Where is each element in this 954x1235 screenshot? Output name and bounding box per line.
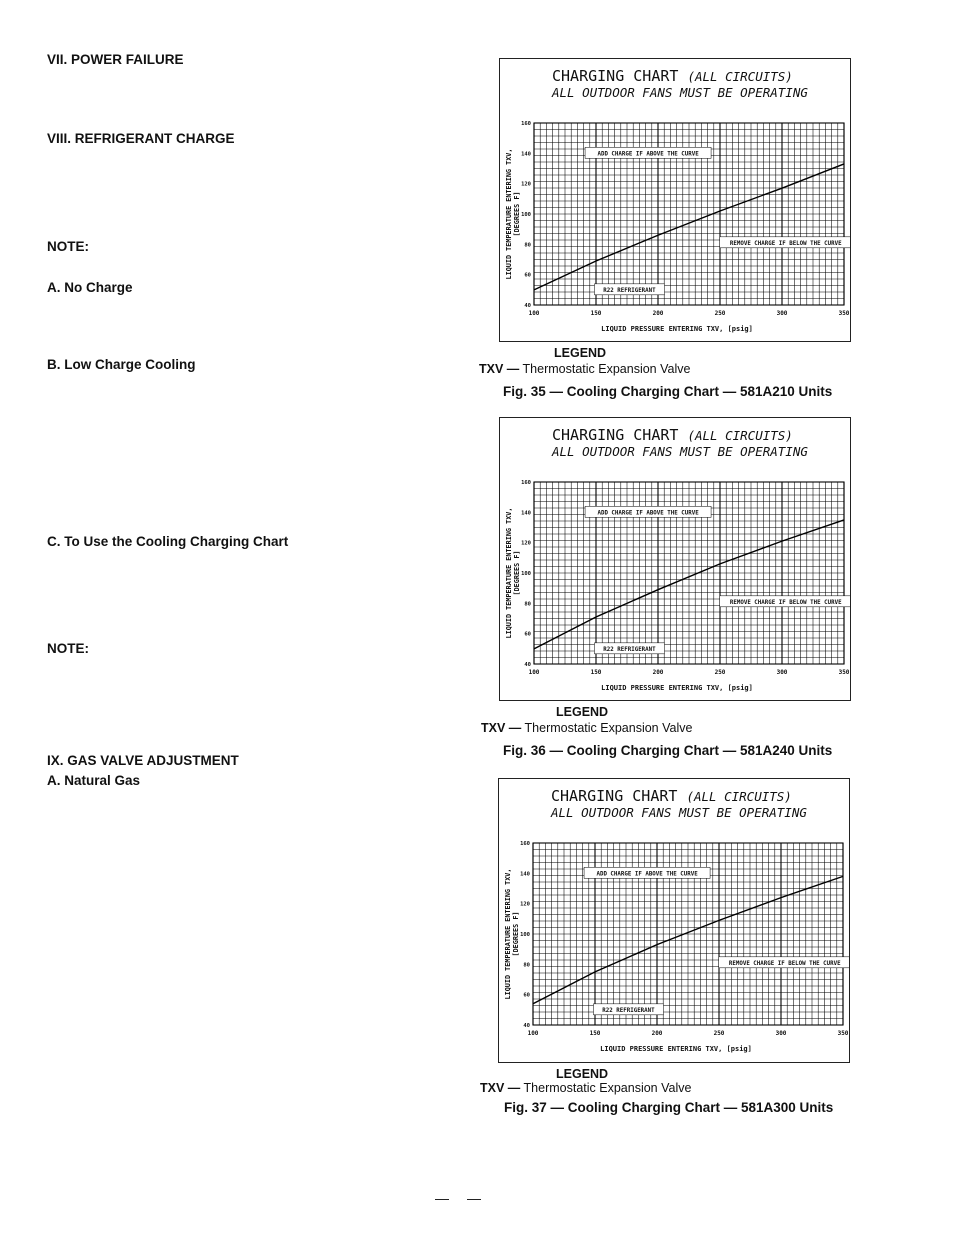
y-tick-label: 120 <box>521 540 531 547</box>
charging-chart-svg <box>500 418 850 700</box>
annotation-add-charge: ADD CHARGE IF ABOVE THE CURVE <box>597 151 699 158</box>
y-tick-label: 80 <box>524 601 531 608</box>
y-axis-label: LIQUID TEMPERATURE ENTERING TXV, <box>504 868 512 1000</box>
legend-definition: Thermostatic Expansion Valve <box>521 721 693 735</box>
y-tick-label: 80 <box>524 242 531 249</box>
x-tick-label: 250 <box>714 669 726 676</box>
y-axis-label-units: [DEGREES F] <box>513 191 521 237</box>
legend-abbreviation: TXV — <box>480 1081 521 1095</box>
y-tick-label: 100 <box>521 212 531 218</box>
chart-subtitle: ALL OUTDOOR FANS MUST BE OPERATING <box>552 85 808 100</box>
y-axis-label: LIQUID TEMPERATURE ENTERING TXV, <box>505 507 513 639</box>
annotation-remove-charge: REMOVE CHARGE IF BELOW THE CURVE <box>729 599 842 606</box>
chart-title-italic: (ALL CIRCUITS) <box>687 428 793 443</box>
legend-title: LEGEND <box>554 346 607 360</box>
x-tick-label: 200 <box>652 310 664 317</box>
figure-caption: Fig. 35 — Cooling Charging Chart — 581A210 Units <box>503 384 833 399</box>
annotation-refrigerant: R22 REFRIGERANT <box>603 646 656 653</box>
subheading-low-charge-cooling: B. Low Charge Cooling <box>47 357 196 372</box>
x-tick-label: 250 <box>713 1030 725 1037</box>
chart-subtitle: ALL OUTDOOR FANS MUST BE OPERATING <box>552 444 808 459</box>
x-axis-label: LIQUID PRESSURE ENTERING TXV, [psig] <box>601 684 753 692</box>
y-tick-label: 100 <box>521 571 531 577</box>
y-tick-label: 140 <box>521 151 531 158</box>
x-tick-label: 250 <box>714 310 726 317</box>
section-heading-gas-valve-adjustment: IX. GAS VALVE ADJUSTMENT <box>47 753 239 768</box>
subheading-natural-gas: A. Natural Gas <box>47 773 141 788</box>
y-axis-label: LIQUID TEMPERATURE ENTERING TXV, <box>505 148 513 280</box>
x-tick-label: 150 <box>589 1030 601 1037</box>
figure-caption: Fig. 36 — Cooling Charging Chart — 581A240 Units <box>503 743 833 758</box>
chart-title-main: CHARGING CHART <box>551 787 687 805</box>
x-tick-label: 300 <box>776 669 788 676</box>
x-tick-label: 200 <box>651 1030 663 1037</box>
y-tick-label: 100 <box>520 932 530 938</box>
annotation-refrigerant: R22 REFRIGERANT <box>602 1007 655 1014</box>
y-tick-label: 120 <box>520 901 530 908</box>
chart-title <box>551 787 792 805</box>
annotation-add-charge: ADD CHARGE IF ABOVE THE CURVE <box>597 510 699 517</box>
x-tick-label: 100 <box>527 1030 539 1037</box>
legend-abbreviation: TXV — <box>479 362 520 376</box>
charging-chart-svg <box>499 779 849 1062</box>
x-tick-label: 300 <box>775 1030 787 1037</box>
y-tick-label: 160 <box>521 121 531 127</box>
charging-chart-figure <box>499 58 851 342</box>
legend-entry <box>479 362 690 376</box>
charging-chart-figure <box>499 417 851 701</box>
x-tick-label: 100 <box>528 669 540 676</box>
y-tick-label: 160 <box>521 480 531 486</box>
annotation-add-charge: ADD CHARGE IF ABOVE THE CURVE <box>596 871 698 878</box>
y-tick-label: 140 <box>521 510 531 517</box>
chart-title-italic: (ALL CIRCUITS) <box>686 789 792 804</box>
x-tick-label: 150 <box>590 310 602 317</box>
subheading-use-charging-chart: C. To Use the Cooling Charging Chart <box>47 534 289 549</box>
x-tick-label: 300 <box>776 310 788 317</box>
legend-title: LEGEND <box>556 1067 609 1081</box>
section-heading-power-failure: VII. POWER FAILURE <box>47 52 184 67</box>
chart-title-main: CHARGING CHART <box>552 67 688 85</box>
y-tick-label: 40 <box>523 1023 530 1029</box>
y-tick-label: 80 <box>523 962 530 969</box>
chart-title-main: CHARGING CHART <box>552 426 688 444</box>
charging-chart-svg <box>500 59 850 341</box>
x-tick-label: 350 <box>838 310 850 317</box>
legend-abbreviation: TXV — <box>481 721 522 735</box>
x-tick-label: 350 <box>838 669 850 676</box>
chart-title <box>552 426 793 444</box>
x-tick-label: 100 <box>528 310 540 317</box>
x-axis-label: LIQUID PRESSURE ENTERING TXV, [psig] <box>601 325 753 333</box>
chart-title-italic: (ALL CIRCUITS) <box>687 69 793 84</box>
y-tick-label: 60 <box>524 272 531 279</box>
note-heading: NOTE: <box>47 239 89 254</box>
y-tick-label: 40 <box>524 303 531 309</box>
section-heading-refrigerant-charge: VIII. REFRIGERANT CHARGE <box>47 131 235 146</box>
y-tick-label: 40 <box>524 662 531 668</box>
y-tick-label: 120 <box>521 181 531 188</box>
legend-definition: Thermostatic Expansion Valve <box>519 362 691 376</box>
note-heading: NOTE: <box>47 641 89 656</box>
y-axis-label-units: [DEGREES F] <box>512 911 520 957</box>
page-number-dash <box>435 1199 449 1200</box>
figure-caption: Fig. 37 — Cooling Charging Chart — 581A300 Units <box>504 1100 834 1115</box>
annotation-refrigerant: R22 REFRIGERANT <box>603 287 656 294</box>
x-axis-label: LIQUID PRESSURE ENTERING TXV, [psig] <box>600 1045 752 1053</box>
annotation-remove-charge: REMOVE CHARGE IF BELOW THE CURVE <box>729 240 842 247</box>
x-tick-label: 350 <box>837 1030 849 1037</box>
y-tick-label: 60 <box>523 992 530 999</box>
y-axis-label-units: [DEGREES F] <box>513 550 521 596</box>
y-tick-label: 160 <box>520 841 530 847</box>
charging-chart-figure <box>498 778 850 1063</box>
annotation-remove-charge: REMOVE CHARGE IF BELOW THE CURVE <box>728 960 841 967</box>
legend-entry <box>480 1081 691 1095</box>
y-tick-label: 140 <box>520 871 530 878</box>
x-tick-label: 150 <box>590 669 602 676</box>
chart-subtitle: ALL OUTDOOR FANS MUST BE OPERATING <box>551 805 807 820</box>
chart-title <box>552 67 793 85</box>
x-tick-label: 200 <box>652 669 664 676</box>
legend-definition: Thermostatic Expansion Valve <box>520 1081 692 1095</box>
page-number-dash <box>467 1199 481 1200</box>
y-tick-label: 60 <box>524 631 531 638</box>
legend-entry <box>481 721 692 735</box>
subheading-no-charge: A. No Charge <box>47 280 133 295</box>
legend-title: LEGEND <box>556 705 609 719</box>
